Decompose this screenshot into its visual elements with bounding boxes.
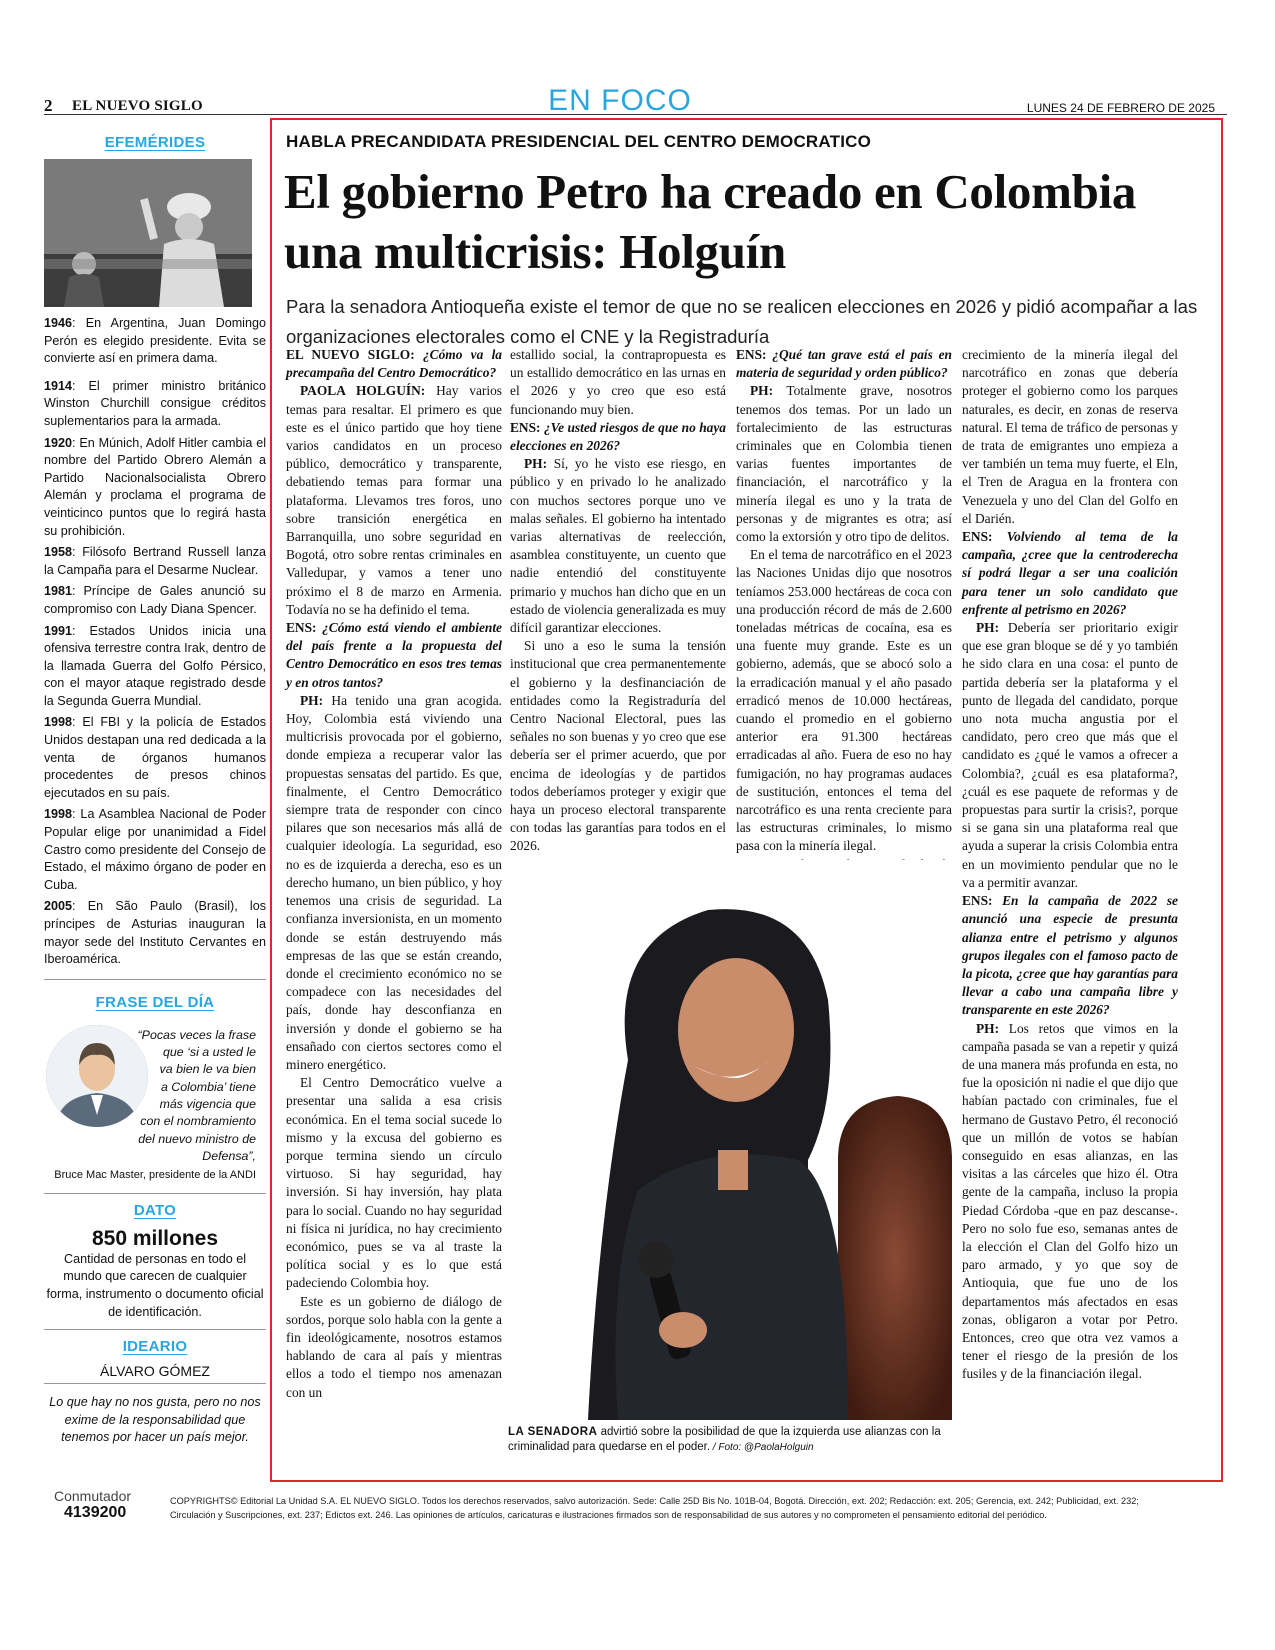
speaker-label: ENS:	[736, 347, 767, 362]
article-paragraph: Si uno a eso le suma la tensión institucional que crea permanentemente el gobierno y la desfinanciación de entidades como la Registraduría del Centro Nacional Electoral, pues las señales no son buenas y yo creo que ese debería ser el primer acuerdo, que por encima de ideologías y de partidos todos deberíamos proteger y exigir que haya un proceso electoral transparente con todas las garantías para todos en el 2026.	[510, 638, 726, 854]
interview-question: ENS: ¿Qué tan grave está el país en materia de seguridad y orden público?	[736, 347, 952, 381]
speaker-label: PH:	[524, 456, 548, 472]
photo-caption	[508, 1425, 952, 1455]
article-paragraph: El Centro Democrático vuelve a presentar una salida a esa crisis económica. En el tema social sucede lo mismo y la excusa del gobierno es porque termina siendo un círculo virtuoso. Si hay seguridad, hay inversión. Si hay inversión, hay plata para lo social. Cuando no hay seguridad ni física ni jurídica, no hay crecimiento económico, pues se va al traste la política social y es lo que está padeciendo Colombia hoy.	[286, 1075, 502, 1291]
article-paragraph: crecimiento de la minería ilegal del narcotráfico en zonas que debería proteger el gobierno como los parques naturales, es decir, en zonas de reserva natural. El tema de tráfico de personas y de trata de emigrantes uno empieza a ver también un tema muy fuerte, el Eln, el Tren de Aragua en la frontera con Venezuela y uno del Clan del Golfo en el Darién.	[962, 347, 1178, 526]
efemeride-text: : Filósofo Bertrand Russell lanza la Campaña para el Desarme Nuclear.	[44, 545, 266, 577]
speaker-label: PAOLA HOLGUÍN:	[300, 383, 426, 399]
interview-question: ENS: En la campaña de 2022 se anunció una especie de presunta alianza entre el petrismo y algunos grupos ilegales con el famoso pacto de la picota, ¿cree que hay garantías para llevar a cabo una campaña libre y transparente en este 2026?	[962, 893, 1178, 1018]
speaker-label: PH:	[300, 692, 324, 708]
footer-legal: COPYRIGHTS© Editorial La Unidad S.A. EL NUEVO SIGLO. Todos los derechos reservados, salvo autorización. Sede: Calle 25D Bis No. 101B-04, Bogotá. Dirección, ext. 202; Redacción: ext. 205; Gerencia, ext. 242; Publicidad, ext. 232; Circulación y Suscripciones, ext. 237; Edictos ext. 246. Las opiniones de artículos, caricaturas e ilustraciones firmados son de responsabilidad de sus autores y no comprometen el pensamiento editorial del periódico.	[170, 1496, 1139, 1520]
efemerides-title: EFEMÉRIDES	[104, 134, 206, 151]
frase-block	[44, 1019, 266, 1191]
interview-answer: PAOLA HOLGUÍN: Hay varios temas para resaltar. El primero es que este es el único partido que hoy tiene varios candidatos en un proceso público, democrático y transparente, debatiendo temas para formar una plataforma. Llevamos tres foros, uno sobre transición energética en Barranquilla, uno sobre seguridad en Bogotá, otro sobre rentas criminales en Valledupar, y vamos a tener uno próximo el 8 de marzo en Armenia. Todavía no se ha definido el tema.	[286, 383, 502, 617]
dato-description: Cantidad de personas en todo el mundo que carecen de cualquier forma, instrumento o documento oficial de identificación.	[46, 1251, 264, 1319]
efemeride-year: 1998	[44, 715, 73, 730]
article-kicker: HABLA PRECANDIDATA PRESIDENCIAL DEL CENTRO DEMOCRATICO	[286, 132, 872, 151]
efemeride-text: : Príncipe de Gales anunció su compromiso con Lady Diana Spencer.	[44, 584, 266, 616]
article-box	[270, 118, 1223, 1482]
efemeride-year: 1981	[44, 584, 73, 599]
interview-answer: PH: Los retos que vimos en la campaña pasada se van a repetir y quizá de una manera más profunda en esta, no fue la oposición ni nadie el que dijo que habían pactado con criminales, fue el hermano de Gustavo Petro, él reconoció que un millón de votos se habían conseguido en esas alianzas, en las visitas a las cárceles que hizo él. Otra gente de la campaña, incluso la propia Piedad Córdoba -que en paz descanse-. Pero no solo fue eso, semanas antes de la elección el Clan del Golfo hizo un paro armado, y yo que soy de Antioquia, que fue uno de los departamentos más afectados en esas zonas, obligaron a votar por Petro. Entonces, creo que otra vez vamos a tener el riesgo de la presión de los fusiles y de la financiación ilegal.	[962, 1020, 1178, 1382]
sidebar-divider	[44, 1329, 266, 1330]
efemeride-text: : El primer ministro británico Winston Churchill consigue créditos suplementarios para la armada.	[44, 378, 266, 428]
efemeride-item	[44, 435, 266, 541]
dato-number: 850 millones	[91, 1226, 219, 1250]
article-subhead: Para la senadora Antioqueña existe el temor de que no se realicen elecciones en 2026 y pidió acompañar a las organizaciones electorales como el CNE y la Registraduría	[286, 296, 1198, 347]
interview-answer: PH: Ha tenido una gran acogida. Hoy, Colombia está viviendo una multicrisis provocada por el gobierno, donde empieza a recuperar valor las propuestas sensatas del partido. Es que, finalmente, el Centro Democrático siempre trata de responder con cinco pilares que son necesarios más allá de cualquier ideología. La seguridad, eso no es de izquierda a derecha, eso es un derecho humano, un bien público, y hoy tenemos una crisis de seguridad. La confianza inversionista, en un momento donde se están destruyendo más empresas de las que se están creando, donde el crecimiento económico no se compadece con las necesidades del país, donde hay desconfianza en inversión y donde el gobierno se ha ensañado con ciertos sectores como el minero energético.	[286, 692, 502, 1072]
dato-title: DATO	[133, 1201, 177, 1219]
frase-quote: “Pocas veces la frase que ‘si a usted le va bien le va bien a Colombia’ tiene más vigencia que con el nombramiento del nuevo ministro de Defensa”,	[137, 1027, 256, 1163]
efemeride-text: : En Argentina, Juan Domingo Perón es elegido presidente. Evita se convierte así en primera dama.	[44, 316, 266, 366]
efemeride-year: 1998	[44, 807, 73, 822]
speaker-label: PH:	[976, 1020, 1000, 1036]
peron-photo-icon	[44, 159, 252, 307]
sidebar-divider	[44, 979, 266, 980]
speaker-label: ENS:	[286, 620, 317, 636]
interview-question: EL NUEVO SIGLO: ¿Cómo va la precampaña del Centro Democrático?	[286, 347, 503, 381]
photo-credit: / Foto: @PaolaHolguin	[710, 1442, 814, 1453]
efemeride-item	[44, 544, 266, 579]
efemeride-text: : En São Paulo (Brasil), los príncipes de Asturias inauguran la mayor sede del Instituto Cervantes en Iberoamérica.	[44, 899, 266, 967]
article-column-4	[962, 346, 1178, 1384]
interview-question: ENS: Volviendo al tema de la campaña, ¿cree que la centroderecha sí podrá llegar a ser una coalición para tener un solo candidato que enfrente al petrismo en 2026?	[962, 529, 1178, 617]
article-photo	[508, 860, 952, 1420]
page-number: 2	[44, 96, 53, 115]
frase-title: FRASE DEL DÍA	[95, 993, 215, 1011]
efemeride-item	[44, 714, 266, 802]
interview-answer: PH: Totalmente grave, nosotros tenemos dos temas. Por un lado un fortalecimiento de las estructuras criminales que en Colombia tienen varias fuentes importantes de financiación, el narcotráfico y la minería ilegal es uno y la trata de personas y de migrantes es otra; así como la extorsión y otro tipo de delitos.	[736, 383, 952, 545]
efemeride-year: 1991	[44, 623, 73, 638]
article-column-1	[286, 346, 502, 1402]
efemeride-text: : El FBI y la policía de Estados Unidos destapan una red dedicada a la venta de órganos humanos procedentes de presos chinos ejecutados en su país.	[44, 715, 266, 800]
article-headline: El gobierno Petro ha creado en Colombia una multicrisis: Holguín	[284, 164, 1137, 279]
efemeride-item	[44, 378, 266, 431]
efemeride-item	[44, 583, 266, 618]
sidebar	[44, 120, 266, 1447]
issue-date: LUNES 24 DE FEBRERO DE 2025	[1026, 101, 1215, 115]
newspaper-name: EL NUEVO SIGLO	[72, 98, 203, 114]
speaker-label: EL NUEVO SIGLO:	[286, 347, 415, 362]
efemeride-item	[44, 806, 266, 894]
efemeride-year: 1920	[44, 435, 73, 450]
efemeride-item	[44, 623, 266, 711]
efemeride-text: : En Múnich, Adolf Hitler cambia el nombre del Partido Obrero Alemán a Partido Nacionalsocialista Obrero Alemán y proclama el programa de veinticinco puntos que lo regirá hasta su prohibición.	[44, 435, 266, 538]
efemeride-year: 1914	[44, 378, 73, 393]
efemeride-year: 2005	[44, 899, 73, 914]
speaker-label: ENS:	[962, 529, 993, 545]
caption-lead: LA SENADORA	[508, 1426, 598, 1438]
efemeride-text: : Estados Unidos inicia una ofensiva terrestre contra Irak, dentro de la llamada Guerra del Golfo Pérsico, con el mayor ataque registrado desde la Segunda Guerra Mundial.	[44, 623, 266, 708]
efemeride-item	[44, 315, 266, 368]
ideario-author: ÁLVARO GÓMEZ	[44, 1363, 266, 1384]
efemeride-year: 1946	[44, 316, 73, 330]
ideario-title: IDEARIO	[122, 1338, 188, 1356]
section-title: EN FOCO	[548, 84, 692, 117]
header-divider	[44, 114, 1227, 115]
interview-question: ENS: ¿Ve usted riesgos de que no haya elecciones en 2026?	[510, 419, 726, 454]
ideario-text: Lo que hay no nos gusta, pero no nos exime de la responsabilidad que tenemos por hacer un país mejor.	[49, 1395, 261, 1445]
speaker-label: PH:	[750, 383, 774, 399]
efemeride-text: : La Asamblea Nacional de Poder Popular elige por unanimidad a Fidel Castro como presidente del Consejo de Estado, el máximo órgano de poder en Cuba.	[44, 807, 266, 892]
article-paragraph: En el tema de narcotráfico en el 2023 las Naciones Unidas dijo que nosotros teníamos 253.000 hectáreas de coca con una producción récord de más de 2.600 toneladas métricas de cocaína, esa es una fuente muy grande. Este es un gobierno, además, que se abocó solo a la erradicación manual y el año pasado erradicó menos de 10.000 hectáreas, cuando el promedio en el gobierno anterior era 91.300 hectáreas erradicadas al año. Fuera de eso no hay fumigación, no hay programas audaces de sustitución, entonces el tema del narcotráfico es una renta creciente para las estructuras criminales, lo mismo pasa con la minería ilegal.	[736, 547, 952, 854]
article-paragraph: Este es un gobierno de diálogo de sordos, porque solo habla con la gente a fin ideológicamente, nosotros estamos hablando de cara al país y mientras ellos a todo el tiempo nos amenazan con un	[286, 1293, 502, 1400]
efemerides-photo	[44, 159, 252, 307]
efemeride-item	[44, 898, 266, 968]
speaker-label: ENS:	[962, 893, 993, 909]
senator-portrait-icon	[508, 860, 952, 1420]
speaker-label: PH:	[976, 620, 1000, 636]
sidebar-divider	[44, 1193, 266, 1194]
article-column-2	[510, 346, 726, 854]
speaker-label: ENS:	[510, 419, 541, 435]
conmutador-number: 4139200	[64, 1504, 127, 1521]
article-paragraph: estallido social, la contrapropuesta es un estallido democrático en las urnas en el 2026 y yo creo que eso está funcionando muy bien.	[510, 347, 726, 417]
interview-question: ENS: ¿Cómo está viendo el ambiente del país frente a la propuesta del Centro Democrático en esos tres temas y en otros tantos?	[286, 620, 502, 690]
caption-text: advirtió sobre la posibilidad de que la izquierda use alianzas con la criminalidad para quedarse en el poder.	[508, 1426, 941, 1453]
efemerides-list	[44, 315, 266, 969]
efemeride-year: 1958	[44, 545, 73, 560]
interview-answer: PH: Debería ser prioritario exigir que ese gran bloque se dé y yo también he sido clara en una cosa: el punto de partida debería ser la plataforma y el punto de llegada del candidato, porque uno nota mucha angustia por el candidato, pero creo que más que el candidato es ¿qué le vamos a ofrecer a Colombia?, ¿cuál es esa plataforma?, ¿cuál es ese paquete de reformas y de propuestas para surtir la crisis?, porque si se gana sin una plataforma real que ayuda a superar la crisis Colombia entra en un movimiento pendular que no le va a permitir avanzar.	[962, 620, 1178, 890]
conmutador-label: Conmutador	[54, 1488, 132, 1504]
frase-author: Bruce Mac Master, presidente de la ANDI	[54, 1169, 256, 1182]
interview-answer: PH: Sí, yo he visto ese riesgo, en público y en privado lo he analizado con muchos sectores porque uno ve malas señales. El gobierno ha intentado varias alternativas de reelección, asamblea constituyente, un cuento que nadie entendió del constituyente primario y muchos han dicho que en un estado de violencia generalizada es muy difícil garantizar elecciones.	[510, 456, 726, 636]
